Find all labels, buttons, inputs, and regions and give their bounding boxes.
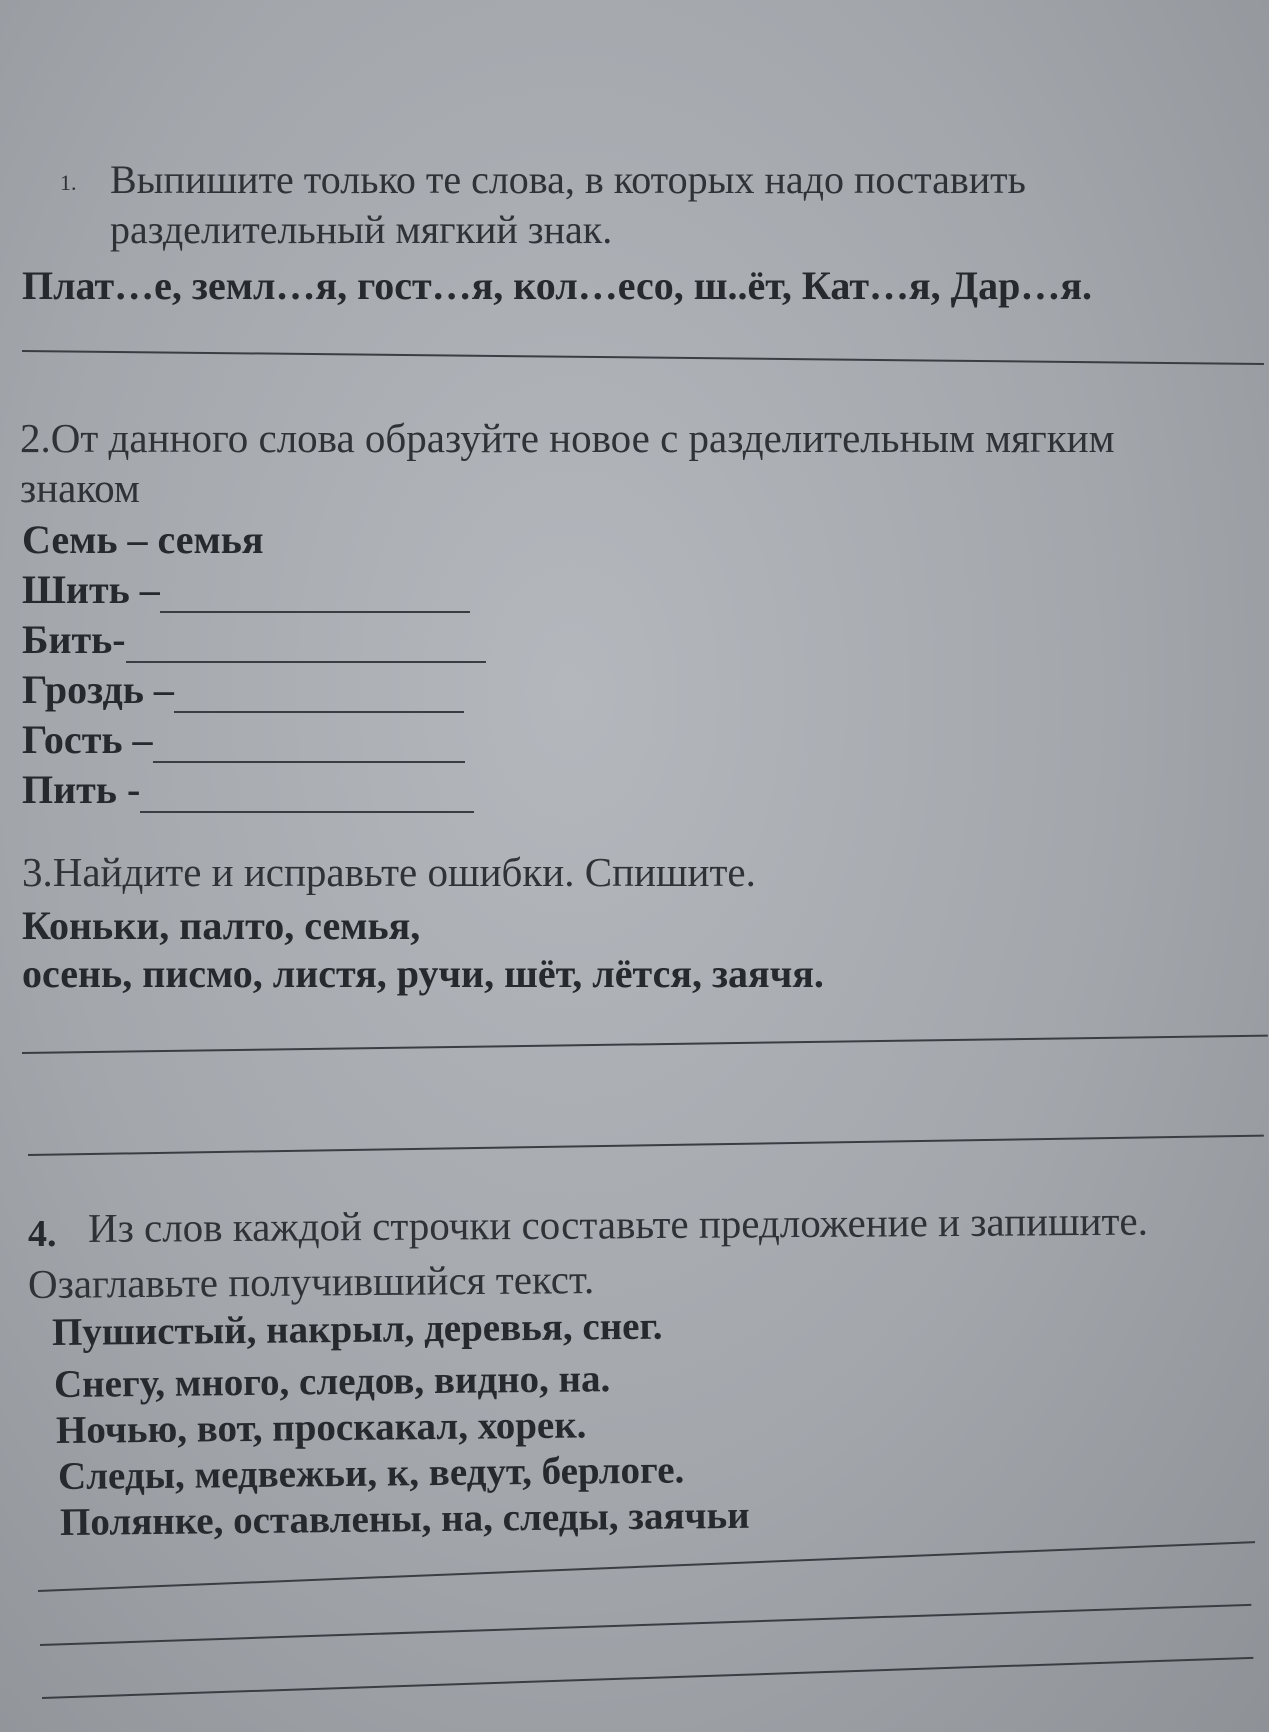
task3-answer-line — [28, 1135, 1264, 1156]
task2-item-word: Гость – — [22, 717, 153, 762]
task4-row: Полянке, оставлены, на, следы, заячьи — [59, 1493, 750, 1544]
task2-instruction-line1: 2.От данного слова образуйте новое с разделительным мягким — [20, 415, 1115, 461]
task2-item-word: Шить – — [22, 567, 160, 612]
task2-answer-blank — [140, 777, 474, 813]
task1-instruction-line1: Выпишите только те слова, в которых надо поставить — [110, 157, 1026, 202]
task4-row: Пушистый, накрыл, деревья, снег. — [51, 1304, 663, 1354]
task2-item — [22, 716, 465, 763]
task1-number: 1. — [60, 170, 77, 195]
task4-row: Следы, медвежьи, к, ведут, берлоге. — [57, 1448, 685, 1498]
task4-answer-line — [40, 1604, 1251, 1646]
task4-number: 4. — [28, 1213, 57, 1255]
task4-instruction-line1: Из слов каждой строчки составьте предложение и запишите. — [87, 1197, 1149, 1251]
task2-item — [22, 766, 474, 813]
task4-row: Снегу, много, следов, видно, на. — [53, 1357, 611, 1406]
task2-answer-blank — [160, 577, 470, 613]
task2-example: Семь – семья — [22, 517, 264, 562]
task1-words: Плат…е, земл…я, гост…я, кол…есо, ш..ёт, Кат…я, Дар…я. — [22, 263, 1093, 308]
task2-answer-blank — [153, 727, 465, 763]
task3-answer-line — [22, 1035, 1268, 1054]
task3-words-line2: осень, писмо, листя, ручи, шёт, лётся, заячя. — [22, 951, 824, 996]
task2-item-word: Пить - — [22, 767, 141, 812]
task2-answer-blank — [174, 677, 464, 713]
task2-item-word: Гроздь – — [22, 667, 174, 712]
task4-row: Ночью, вот, проскакал, хорек. — [55, 1403, 587, 1452]
task1-answer-line — [22, 350, 1264, 365]
task1-instruction-line2: разделительный мягкий знак. — [110, 207, 613, 252]
task3-instruction: 3.Найдите и исправьте ошибки. Спишите. — [22, 849, 756, 895]
task2-instruction-line2: знаком — [20, 465, 140, 511]
task2-item-word: Бить- — [22, 617, 126, 662]
task2-answer-blank — [126, 627, 486, 663]
task2-item — [22, 616, 486, 663]
task3-words-line1: Коньки, палто, семья, — [22, 903, 421, 948]
task2-item — [22, 566, 470, 613]
task2-item — [22, 666, 464, 713]
task4-instruction-line2: Озаглавьте получившийся текст. — [27, 1256, 595, 1307]
task4-answer-line — [42, 1657, 1253, 1699]
task4-answer-line — [38, 1541, 1255, 1592]
